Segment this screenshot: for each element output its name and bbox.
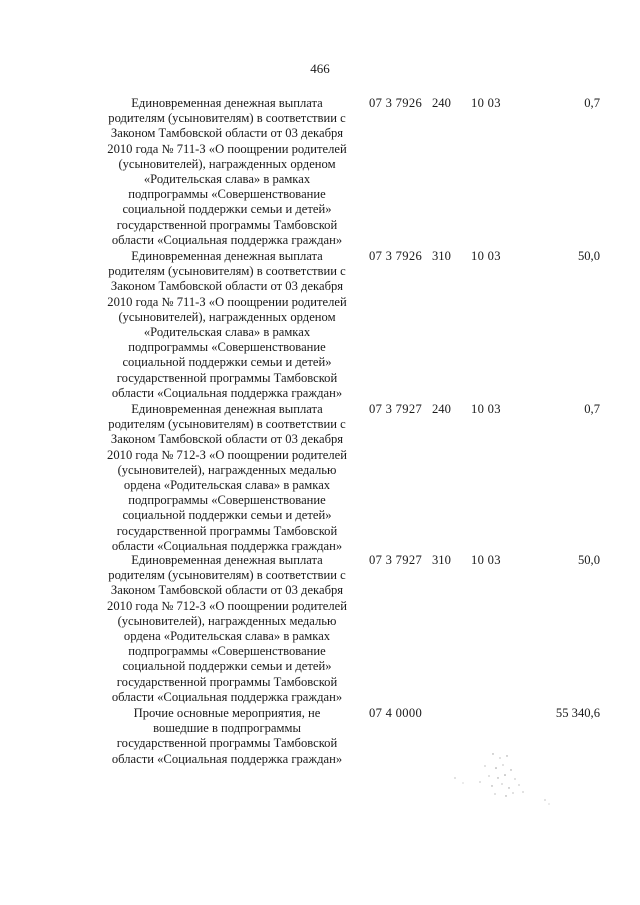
description-line: Единовременная денежная выплата [131,249,323,263]
target-article-code: 07 3 7927 [369,402,423,416]
expense-type-code: 310 [432,249,451,263]
description-line: Законом Тамбовской области от 03 декабря [110,279,344,294]
description-line: области «Социальная поддержка граждан» [111,385,343,400]
description-line: Единовременная денежная выплата [131,96,323,110]
section-subsection-code: 10 03 [471,402,501,416]
expense-type-code: 310 [432,553,451,567]
description-line: (усыновителей), награжденных орденом [118,309,336,324]
description-line: государственной программы Тамбовской [116,217,338,232]
description-line: родителям (усыновителям) в соответствии с [108,568,346,583]
description-line: области «Социальная поддержка граждан» [111,538,343,553]
description-line: Единовременная денежная выплата [131,553,323,567]
description-line: ордена «Родительская слава» в рамках [123,478,331,493]
amount: 0,7 [584,96,600,110]
description-line: государственной программы Тамбовской [116,674,338,689]
row-description [96,402,358,554]
description-line: 2010 года № 711-З «О поощрении родителей [107,294,347,309]
expense-type-code: 240 [432,402,451,416]
description-line: (усыновителей), награжденных орденом [118,156,336,171]
description-line: Законом Тамбовской области от 03 декабря [110,126,344,141]
section-subsection-code: 10 03 [471,553,501,567]
description-line: (усыновителей), награжденных медалью [117,613,337,628]
amount: 50,0 [577,249,600,263]
amount: 0,7 [584,402,600,416]
description-line: родителям (усыновителям) в соответствии с [108,111,346,126]
description-line: Законом Тамбовской области от 03 декабря [110,583,344,598]
description-line: области «Социальная поддержка граждан» [111,689,343,704]
description-line: государственной программы Тамбовской [116,523,338,538]
description-line: 2010 года № 711-З «О поощрении родителей [107,141,347,156]
target-article-code: 07 3 7927 [369,553,423,567]
description-line: социальной поддержки семьи и детей» [122,508,332,523]
description-line: подпрограммы «Совершенствование [128,187,326,202]
description-line: «Родительская слава» в рамках [143,172,311,187]
description-line: социальной поддержки семьи и детей» [122,355,332,370]
description-line: родителям (усыновителям) в соответствии с [108,264,346,279]
description-line: 2010 года № 712-З «О поощрении родителей [107,598,347,613]
row-description [96,249,358,401]
row-description [96,96,358,248]
scan-noise-speckles [445,748,555,808]
description-line: социальной поддержки семьи и детей» [122,659,332,674]
amount: 55 340,6 [555,706,600,720]
description-line: родителям (усыновителям) в соответствии с [108,417,346,432]
description-line: подпрограммы «Совершенствование [128,493,326,508]
description-line: области «Социальная поддержка граждан» [111,751,343,766]
row-description [96,553,358,705]
description-line: (усыновителей), награжденных медалью [117,462,337,477]
target-article-code: 07 3 7926 [369,96,423,110]
description-line: государственной программы Тамбовской [116,370,338,385]
description-line: Единовременная денежная выплата [131,402,323,416]
section-subsection-code: 10 03 [471,96,501,110]
target-article-code: 07 4 0000 [369,706,423,720]
description-line: Законом Тамбовской области от 03 декабря [110,432,344,447]
section-subsection-code: 10 03 [471,249,501,263]
description-line: подпрограммы «Совершенствование [128,644,326,659]
amount: 50,0 [577,553,600,567]
description-line: области «Социальная поддержка граждан» [111,232,343,247]
description-line: подпрограммы «Совершенствование [128,340,326,355]
expense-type-code: 240 [432,96,451,110]
description-line: вошедшие в подпрограммы [153,721,301,736]
description-line: «Родительская слава» в рамках [143,325,311,340]
target-article-code: 07 3 7926 [369,249,423,263]
row-description [96,706,358,767]
description-line: ордена «Родительская слава» в рамках [123,629,331,644]
page-number: 466 [310,61,330,76]
description-line: социальной поддержки семьи и детей» [122,202,332,217]
description-line: 2010 года № 712-З «О поощрении родителей [107,447,347,462]
description-line: государственной программы Тамбовской [116,736,338,751]
description-line: Прочие основные мероприятия, не [133,706,321,720]
